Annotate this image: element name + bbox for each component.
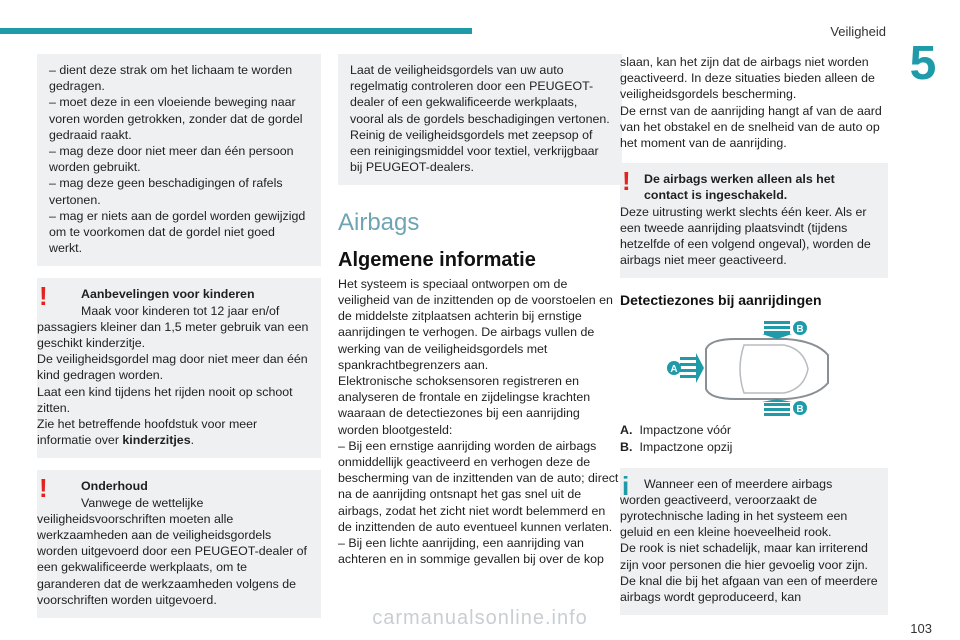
rule-line: – mag deze door niet meer dan één persoon worden gebruikt.: [49, 144, 294, 175]
info-note-box: [620, 468, 888, 616]
reference-keyword: kinderzitjes: [122, 433, 191, 448]
paragraph: De ernst van de aanrijding hangt af van de aard van het obstakel en de snelheid van de auto op het moment van de aanrijding.: [620, 103, 882, 151]
paragraph: – Bij een lichte aanrijding, een aanrijding van achteren en in sommige gevallen bij over de kop: [338, 536, 604, 567]
info-line: De knal die bij het afgaan van een of meerdere airbags wordt geproduceerd, kan: [620, 573, 878, 605]
warning-line: Deze uitrusting werkt slechts één keer. Als er een tweede aanrijding plaatsvindt (tijdens hetzelfde of een volgend ongeval), worden de airbags niet meer geactiveerd.: [620, 204, 871, 268]
info-line: De rook is niet schadelijk, maar kan irriterend zijn voor personen die hier gevoelig voor zijn.: [620, 541, 868, 572]
kids-warning-box: [37, 278, 321, 458]
airbag-continued-text: [620, 54, 888, 151]
paragraph: slaan, kan het zijn dat de airbags niet worden geactiveerd. In deze situaties bieden alleen de veiligheidsgordels bescherming.: [620, 55, 875, 102]
legend-key: A.: [620, 422, 633, 437]
label-a: A: [670, 363, 678, 375]
paragraph: Elektronische schoksensoren registreren en analyseren de frontale en zijdelingse krachten waaraan de detectiezones bij een aanrijding worden blootgesteld:: [338, 374, 591, 437]
paragraph: Het systeem is speciaal ontworpen om de veiligheid van de inzittenden op de voorstoelen en de middelste zitplaatsen achterin bij ernstige aanrijdingen te verhogen. De airbags vullen de werking van de veiligheidsgordels met spankrachtbegrenzers aan.: [338, 276, 613, 372]
belt-check-box: [338, 54, 622, 185]
warning-icon: !: [39, 281, 48, 312]
legend-text: Impactzone opzij: [639, 439, 733, 454]
legend-key: B.: [620, 439, 633, 454]
column-2: [338, 54, 622, 567]
diagram-legend: [620, 422, 888, 456]
warning-line: passagiers kleiner dan 1,5 meter gebruik van een geschikt kinderzitje.: [37, 319, 309, 351]
info-lead: Wanneer een of meerdere airbags: [644, 476, 833, 491]
box-line: Reinig de veiligheidsgordels met zeepsop of een reinigingsmiddel voor textiel, verkrijgbaar bij PEUGEOT-dealers.: [350, 127, 599, 175]
legend-item: [620, 439, 888, 456]
warning-heading: Aanbevelingen voor kinderen: [81, 287, 255, 302]
warning-heading: Onderhoud: [81, 479, 148, 494]
ignition-warning-box: [620, 163, 888, 278]
label-b-bottom: B: [796, 403, 804, 415]
info-icon: i: [622, 470, 630, 501]
warning-lead: Vanwege de wettelijke: [81, 495, 204, 510]
subsection-heading: Algemene informatie: [338, 248, 536, 271]
maintenance-warning-box: [37, 470, 321, 618]
rule-line: – mag deze geen beschadigingen of rafels vertonen.: [49, 176, 283, 207]
section-heading: Airbags: [338, 209, 420, 237]
warning-icon: !: [622, 166, 631, 197]
airbag-intro-text: [338, 276, 622, 568]
page-number: 103: [910, 621, 932, 636]
rule-line: – dient deze strak om het lichaam te worden gedragen.: [49, 63, 293, 94]
warning-heading: De airbags werken alleen als het contact is ingeschakeld.: [644, 172, 835, 203]
reference-end: .: [190, 433, 195, 448]
legend-item: [620, 422, 888, 439]
column-1: [37, 54, 321, 630]
paragraph: – Bij een ernstige aanrijding worden de airbags onmiddellijk geactiveerd en verhogen deze de bescherming van de inzittenden van de auto; direct na de aanrijding ontsnapt het gas snel uit de airbags, zodat het zicht niet wordt belemmerd en de inzittenden de auto eventueel kunnen verlaten.: [338, 438, 619, 534]
info-line: worden geactiveerd, veroorzaakt de pyrotechnische lading in het systeem een geluid en een kleine hoeveelheid rook.: [620, 492, 848, 540]
impact-zone-diagram: [666, 321, 836, 416]
warning-lead: Maak voor kinderen tot 12 jaar en/of: [81, 303, 280, 318]
side-impact-arrows-bottom: [762, 399, 792, 416]
label-b-top: B: [796, 323, 804, 335]
legend-text: Impactzone vóór: [639, 422, 732, 437]
watermark: carmanualsonline.info: [372, 607, 588, 629]
warning-line: Laat een kind tijdens het rijden nooit op schoot zitten.: [37, 384, 293, 415]
warning-body: veiligheidsvoorschriften moeten alle werkzaamheden aan de veiligheidsgordels worden uitgevoerd door een PEUGEOT-dealer of een gekwalificeerde werkplaats, om te garanderen dat de werkzaamheden volgens de voorschriften worden uitgevoerd.: [37, 511, 307, 607]
rule-line: – moet deze in een vloeiende beweging naar voren worden getrokken, zonder dat de gordel gedraaid raakt.: [49, 95, 303, 142]
header-accent-bar: [0, 28, 472, 34]
car-outline: [706, 339, 828, 399]
reference-text: Zie het betreffende hoofdstuk voor meer informatie over: [37, 417, 258, 448]
side-impact-arrows-top: [762, 321, 792, 339]
front-impact-arrows: [680, 353, 704, 383]
belt-rules-box: [37, 54, 321, 266]
zones-heading: Detectiezones bij aanrijdingen: [620, 292, 822, 309]
warning-reference: [37, 416, 311, 448]
car-top-view-illustration: [666, 321, 836, 416]
warning-line: De veiligheidsgordel mag door niet meer dan één kind gedragen worden.: [37, 352, 308, 383]
warning-icon: !: [39, 473, 48, 504]
rule-line: – mag er niets aan de gordel worden gewijzigd om te voorkomen dat de gordel niet goed werkt.: [49, 208, 306, 256]
chapter-number: 5: [909, 37, 937, 90]
section-title: Veiligheid: [830, 24, 886, 39]
box-line: Laat de veiligheidsgordels van uw auto regelmatig controleren door een PEUGEOT-dealer of een gekwalificeerde werkplaats, vooral als de gordels beschadigingen vertonen.: [350, 63, 610, 126]
column-3: [620, 54, 888, 627]
